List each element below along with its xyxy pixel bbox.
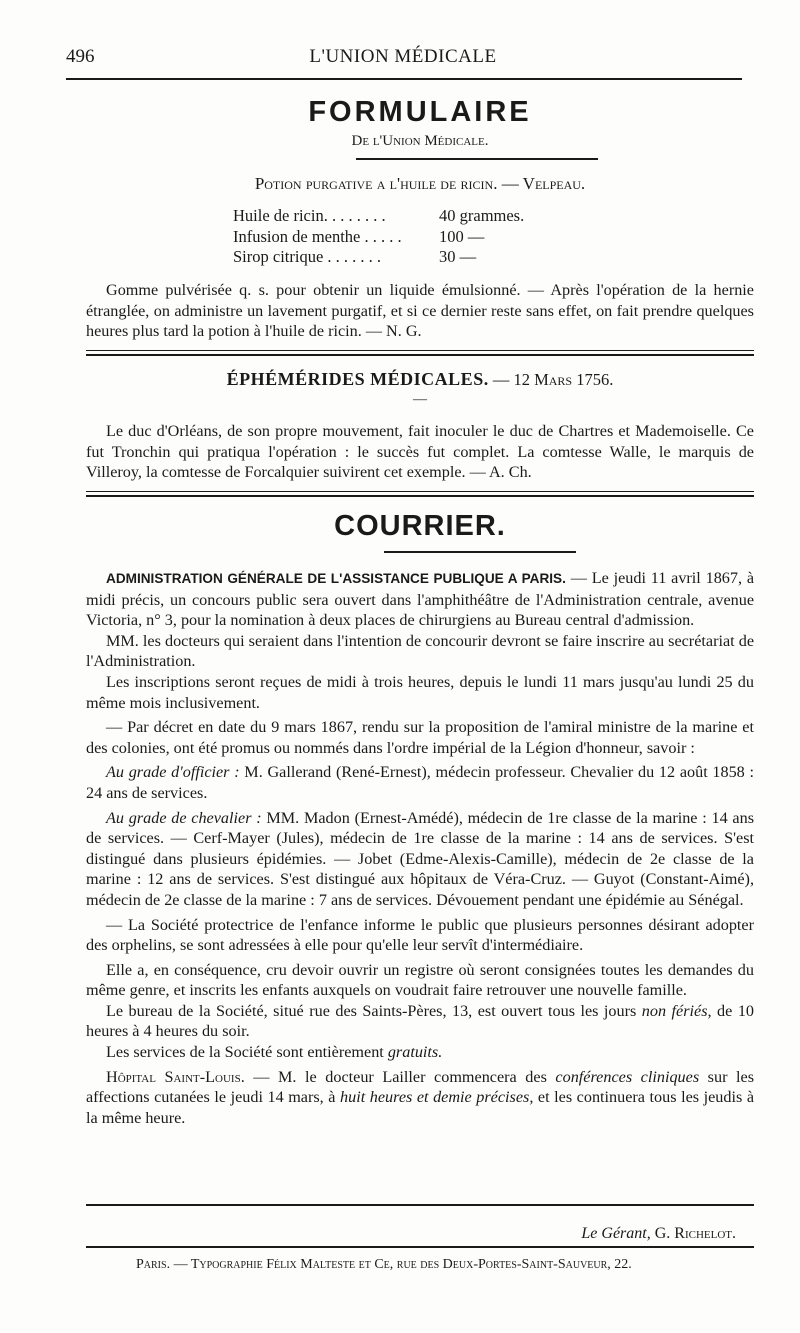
- courrier-short-rule: [384, 551, 576, 553]
- formulaire-short-rule: [356, 158, 598, 160]
- section-rule: [86, 354, 754, 356]
- chevalier-lead: Au grade de chevalier :: [106, 808, 262, 827]
- saint-louis-text: sur les affections cutanées le jeudi 14 mars, à: [86, 1067, 754, 1107]
- ingredient-qty: 100 —: [439, 227, 485, 246]
- saint-louis-emphasis: conférences cliniques: [555, 1067, 700, 1086]
- ingredient-row: [233, 227, 484, 247]
- ingredient-name: Infusion de menthe . . . . .: [233, 227, 402, 246]
- recipe-title: Potion purgative a l'huile de ricin. — Velpeau.: [254, 174, 586, 193]
- ephemerides-date: — 12 Mars 1756.: [492, 370, 614, 389]
- officer-text: M. Gallerand (René-Ernest), médecin professeur. Chevalier du 12 août 1858 : 24 ans de services.: [86, 763, 754, 802]
- saint-louis-emphasis: huit heures et demie précises,: [340, 1088, 534, 1107]
- societe-paragraph: [86, 1042, 754, 1063]
- assistance-publique-lead: ADMINISTRATION GÉNÉRALE DE L'ASSISTANCE PUBLIQUE A PARIS.: [106, 571, 566, 586]
- ingredient-row: [233, 206, 524, 226]
- courrier-paragraph: [86, 568, 754, 631]
- ingredient-qty: 30 —: [439, 247, 477, 266]
- section-rule: [86, 350, 754, 351]
- saint-louis-paragraph: [86, 1067, 754, 1129]
- chevalier-paragraph: [86, 808, 754, 911]
- chevalier-text: MM. Madon (Ernest-Amédé), médecin de 1re classe de la marine : 14 ans de services. — Cerf-Mayer (Jules), médecin de 1re classe de la marine : 14 ans de services. S'est distingué dans plusieurs épidémies. — Jobet (Edme-Alexis-Camille), médecin de 2e classe de la marine : 12 ans de services. S'est distingué aux hôpitaux de Véra-Cruz. — Guyot (Constant-Aimé), médecin de 2e classe de la marine : 7 ans de services. Dévouement pendant une épidémie au Sénégal.: [86, 808, 754, 909]
- services-emphasis: gratuits.: [387, 1043, 443, 1062]
- formulaire-note: [86, 280, 754, 342]
- saint-louis-text: — M. le docteur Lailler commencera des: [244, 1067, 556, 1086]
- societe-paragraph: Elle a, en conséquence, cru devoir ouvrir un registre où seront consignées toutes les demandes du même genre, et inscrits les enfants auxquels on voudrait faire retrouver une nouvelle famille.: [86, 960, 754, 1000]
- courrier-paragraph: MM. les docteurs qui seraient dans l'intention de concourir devront se faire inscrire au secrétariat de l'Administration.: [86, 631, 754, 671]
- footer-rule: [86, 1246, 754, 1248]
- courrier-title: COURRIER.: [334, 510, 506, 542]
- footer-rule: [86, 1204, 754, 1206]
- assistance-publique-text: — Le jeudi 11 avril 1867, à midi précis, un concours public sera ouvert dans l'amphithéâtre de l'Administration centrale, avenue Victoria, n° 3, pour la nomination à deux places de chirurgiens au Bureau central d'admission.: [86, 569, 755, 630]
- ephemerides-heading: [86, 369, 754, 390]
- ephemerides-block: [86, 421, 754, 483]
- section-rule: [86, 491, 754, 492]
- ingredient-row: [233, 247, 476, 267]
- section-rule: [86, 495, 754, 497]
- services-text: Les services de la Société sont entièrement: [106, 1043, 388, 1062]
- societe-paragraph: [86, 1001, 754, 1042]
- ingredient-name: Huile de ricin. . . . . . . .: [233, 206, 386, 225]
- ephemerides-text: Le duc d'Orléans, de son propre mouvement, fait inoculer le duc de Chartres et Mademoiselle. Ce fut Tronchin qui pratiqua l'opération : le succès fut complet. La comtesse Walle, le marquis de Villeroy, la comtesse de Forcalquier suivirent cet exemple. — A. Ch.: [86, 422, 754, 482]
- formulaire-title: FORMULAIRE: [308, 96, 532, 128]
- saint-louis-lead: Hôpital Saint-Louis.: [106, 1067, 245, 1086]
- ingredient-name: Sirop citrique . . . . . . .: [233, 247, 382, 266]
- decree-paragraph: — Par décret en date du 9 mars 1867, rendu sur la proposition de l'amiral ministre de la marine et des colonies, ont été promus ou nommés dans l'ordre impérial de la Légion d'honneur, savoir :: [86, 718, 754, 757]
- journal-title: L'UNION MÉDICALE: [309, 46, 497, 67]
- courrier-body: [86, 568, 754, 1128]
- bureau-text: Le bureau de la Société, situé rue des Saints-Pères, 13, est ouvert tous les jours: [106, 1001, 642, 1020]
- officer-paragraph: [86, 762, 754, 803]
- signature: [581, 1225, 736, 1243]
- header-rule: [66, 78, 742, 80]
- signature-label: Le Gérant,: [581, 1225, 651, 1242]
- saint-louis-text-end: et les continuera tous les jeudis à la même heure.: [86, 1088, 754, 1127]
- ephemerides-dash: —: [413, 392, 427, 407]
- printer-imprint: Paris. — Typographie Félix Malteste et Ce, rue des Deux-Portes-Saint-Sauveur, 22.: [136, 1257, 632, 1272]
- ingredient-qty: 40 grammes.: [439, 206, 525, 225]
- page-number: 496: [66, 46, 95, 67]
- running-head: [66, 46, 740, 76]
- formulaire-subtitle: De l'Union Médicale.: [351, 133, 489, 149]
- ephemerides-title: ÉPHÉMÉRIDES MÉDICALES.: [226, 369, 489, 389]
- societe-paragraph: — La Société protectrice de l'enfance informe le public que plusieurs personnes désirant adopter des orphelins, se sont adressées à elle pour qu'elle leur servît d'intermédiaire.: [86, 915, 754, 955]
- bureau-emphasis: non fériés,: [641, 1001, 712, 1020]
- bureau-text-end: de 10 heures à 4 heures du soir.: [86, 1001, 755, 1041]
- signature-name: G. Richelot.: [650, 1225, 736, 1242]
- courrier-paragraph: Les inscriptions seront reçues de midi à trois heures, depuis le lundi 11 mars jusqu'au lundi 25 du même mois inclusivement.: [86, 672, 754, 712]
- officer-lead: Au grade d'officier :: [106, 763, 240, 782]
- formulaire-note-text: Gomme pulvérisée q. s. pour obtenir un liquide émulsionné. — Après l'opération de la hernie étranglée, on administre un lavement purgatif, et si ce dernier reste sans effet, on fait prendre quelques heures plus tard la potion à l'huile de ricin. — N. G.: [86, 281, 754, 341]
